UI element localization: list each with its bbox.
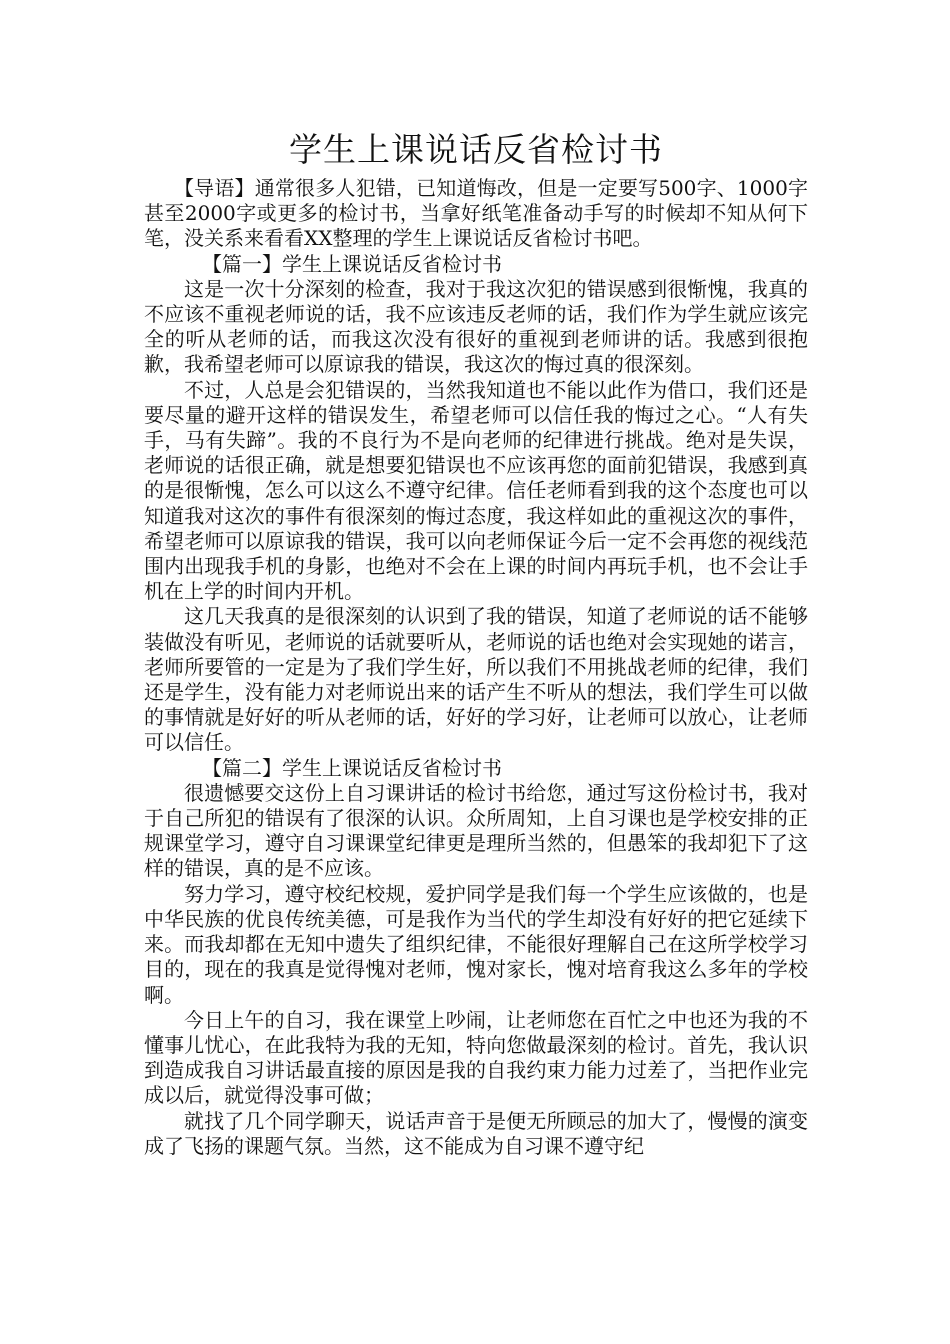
document-page xyxy=(144,128,808,1159)
body-paragraph: 不过，人总是会犯错误的，当然我知道也不能以此作为借口，我们还是要尽量的避开这样的错误发生，希望老师可以信任我的悔过之心。“人有失手，马有失蹄”。我的不良行为不是向老师的纪律进行挑战。绝对是失误，老师说的话很正确，就是想要犯错误也不应该再您的面前犯错误，我感到真的是很惭愧，怎么可以这么不遵守纪律。信任老师看到我的这个态度也可以知道我对这次的事件有很深刻的悔过态度，我这样如此的重视这次的事件，希望老师可以原谅我的错误，我可以向老师保证今后一定不会再您的视线范围内出现我手机的身影，也绝对不会在上课的时间内再玩手机，也不会让手机在上学的时间内开机。 xyxy=(144,377,808,604)
section-heading-1: 【篇一】学生上课说话反省检讨书 xyxy=(202,251,502,276)
body-paragraph: 很遗憾要交这份上自习课讲话的检讨书给您，通过写这份检讨书，我对于自己所犯的错误有了很深的认识。众所周知，上自习课也是学校安排的正规课堂学习，遵守自习课课堂纪律更是理所当然的，但愚笨的我却犯下了这样的错误，真的是不应该。 xyxy=(144,780,808,881)
section-heading-2: 【篇二】学生上课说话反省检讨书 xyxy=(202,755,502,780)
body-paragraph: 努力学习，遵守校纪校规，爱护同学是我们每一个学生应该做的，也是中华民族的优良传统美德，可是我作为当代的学生却没有好好的把它延续下来。而我却都在无知中遗失了组织纪律，不能很好理解自己在这所学校学习目的，现在的我真是觉得愧对老师，愧对家长，愧对培育我这么多年的学校啊。 xyxy=(144,881,808,1007)
body-paragraph: 就找了几个同学聊天，说话声音于是便无所顾忌的加大了，慢慢的演变成了飞扬的课题气氛。当然，这不能成为自习课不遵守纪 xyxy=(144,1108,808,1158)
intro-paragraph: 【导语】通常很多人犯错，已知道悔改，但是一定要写500字、1000字甚至2000字或更多的检讨书，当拿好纸笔准备动手写的时候却不知从何下笔，没关系来看看XX整理的学生上课说话反省检讨书吧。 xyxy=(144,176,808,251)
body-paragraph: 这几天我真的是很深刻的认识到了我的错误，知道了老师说的话不能够装做没有听见，老师说的话就要听从，老师说的话也绝对会实现她的诺言，老师所要管的一定是为了我们学生好，所以我们不用挑战老师的纪律，我们还是学生，没有能力对老师说出来的话产生不听从的想法，我们学生可以做的事情就是好好的听从老师的话，好好的学习好，让老师可以放心，让老师可以信任。 xyxy=(144,604,808,755)
body-paragraph: 今日上午的自习，我在课堂上吵闹，让老师您在百忙之中也还为我的不懂事儿忧心，在此我特为我的无知，特向您做最深刻的检讨。首先，我认识到造成我自习讲话最直接的原因是我的自我约束力能力过差了，当把作业完成以后，就觉得没事可做； xyxy=(144,1007,808,1108)
body-paragraph: 这是一次十分深刻的检查，我对于我这次犯的错误感到很惭愧，我真的不应该不重视老师说的话，我不应该违反老师的话，我们作为学生就应该完全的听从老师的话，而我这次没有很好的重视到老师讲的话。我感到很抱歉，我希望老师可以原谅我的错误，我这次的悔过真的很深刻。 xyxy=(144,276,808,377)
document-title: 学生上课说话反省检讨书 xyxy=(289,130,663,169)
